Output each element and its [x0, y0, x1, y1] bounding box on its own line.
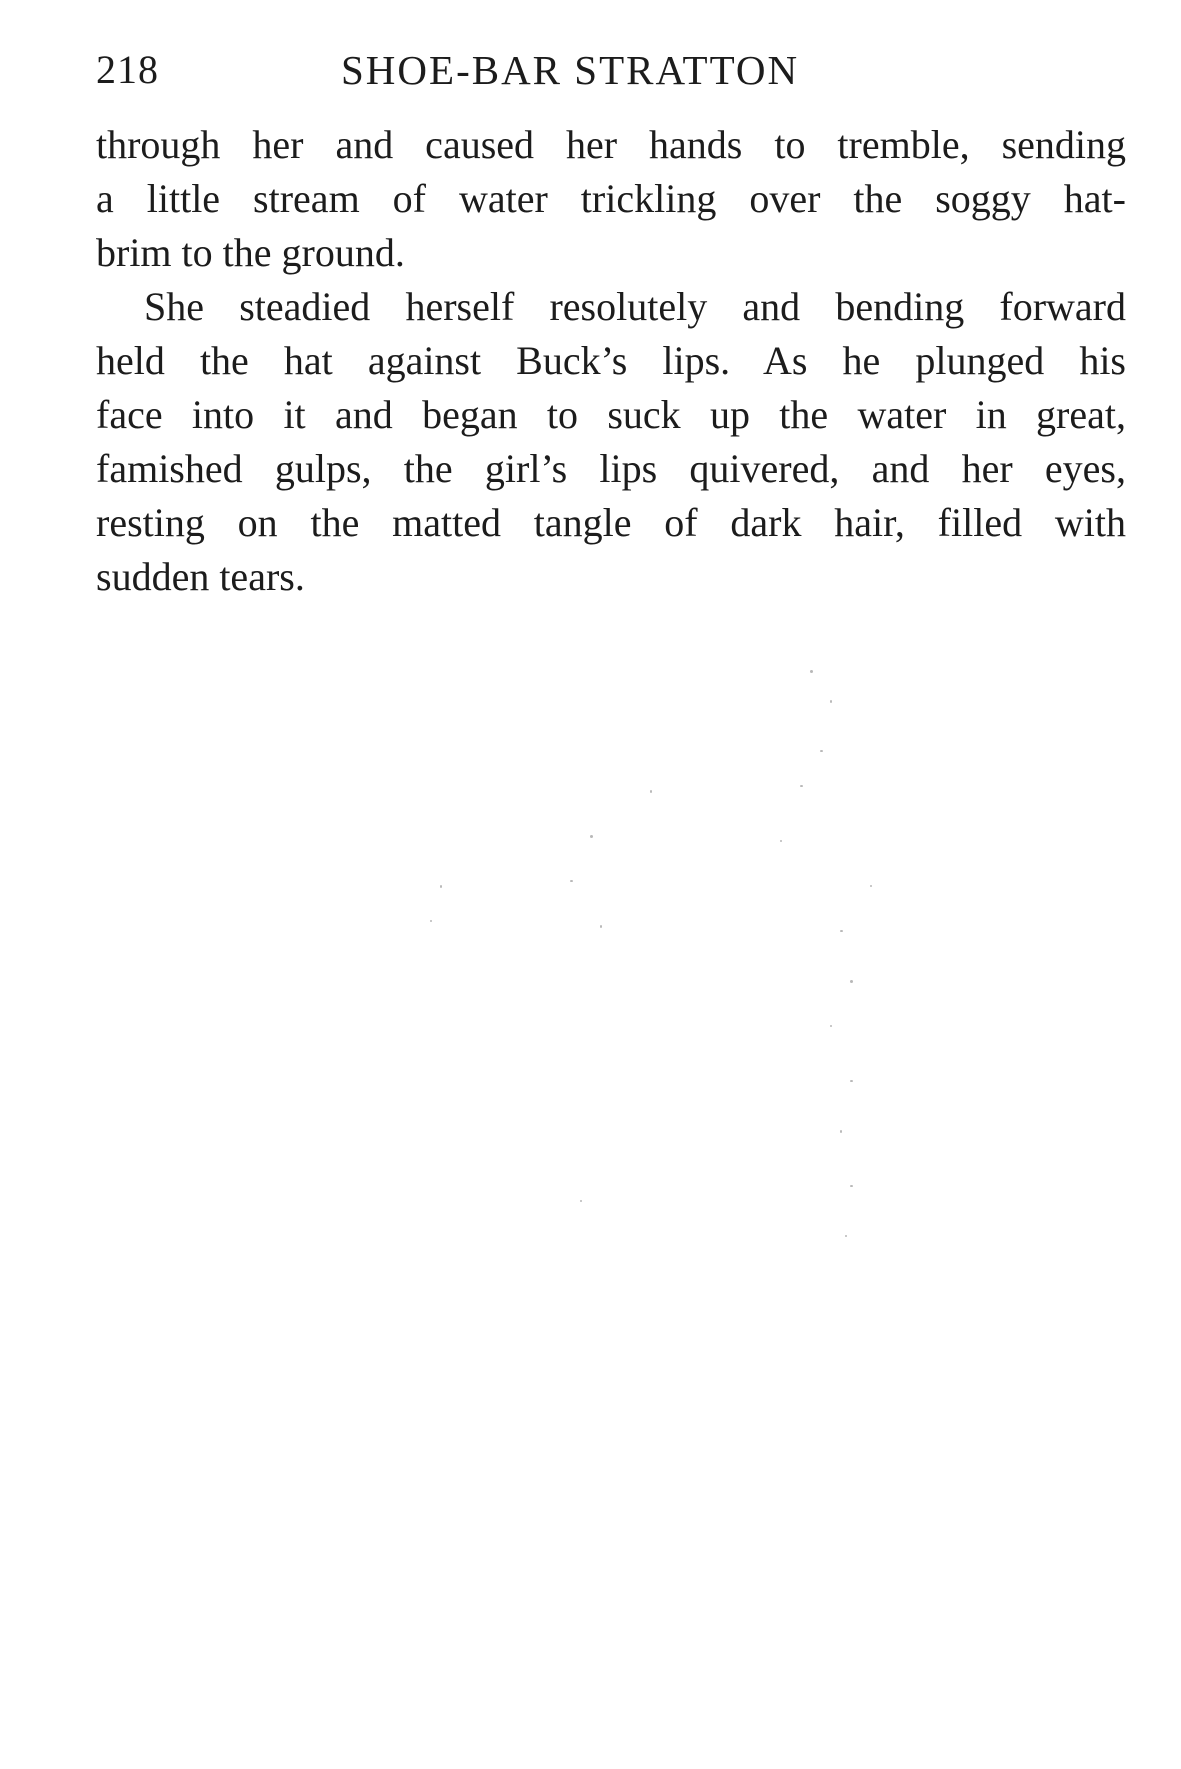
- speck: [430, 920, 432, 922]
- speck: [650, 790, 652, 793]
- book-title: SHOE-BAR STRATTON: [341, 47, 800, 93]
- speck: [800, 785, 803, 787]
- speck: [870, 885, 872, 887]
- speck: [570, 880, 573, 882]
- page-number: 218: [96, 47, 159, 92]
- text-line: resting on the matted tangle of dark hair, filled with: [96, 500, 1126, 545]
- text-line: She steadied herself resolutely and bending forward: [144, 284, 1126, 329]
- speck: [850, 1185, 853, 1187]
- speck: [810, 670, 813, 673]
- speck: [580, 1200, 582, 1202]
- speck: [780, 840, 782, 842]
- running-head: [96, 40, 1096, 100]
- text-line: a little stream of water trickling over the soggy hat-: [96, 176, 1126, 221]
- text-line: famished gulps, the girl’s lips quivered, and her eyes,: [96, 446, 1126, 491]
- speck: [840, 1130, 842, 1133]
- speck: [830, 700, 832, 703]
- body-text: [96, 118, 1126, 604]
- text-line: face into it and began to suck up the water in great,: [96, 392, 1126, 437]
- paragraph: [96, 280, 1126, 604]
- speck: [440, 885, 442, 888]
- show-through-specks: [430, 640, 1030, 1340]
- speck: [590, 835, 593, 838]
- text-line: brim to the ground.: [96, 230, 405, 275]
- speck: [830, 1025, 832, 1027]
- paragraph: [96, 118, 1126, 280]
- speck: [840, 930, 843, 932]
- speck: [845, 1235, 847, 1237]
- text-line: held the hat against Buck’s lips. As he plunged his: [96, 338, 1126, 383]
- speck: [600, 925, 602, 928]
- speck: [850, 1080, 853, 1082]
- text-line: through her and caused her hands to tremble, sending: [96, 122, 1126, 167]
- speck: [850, 980, 853, 983]
- speck: [820, 750, 823, 752]
- text-line: sudden tears.: [96, 554, 305, 599]
